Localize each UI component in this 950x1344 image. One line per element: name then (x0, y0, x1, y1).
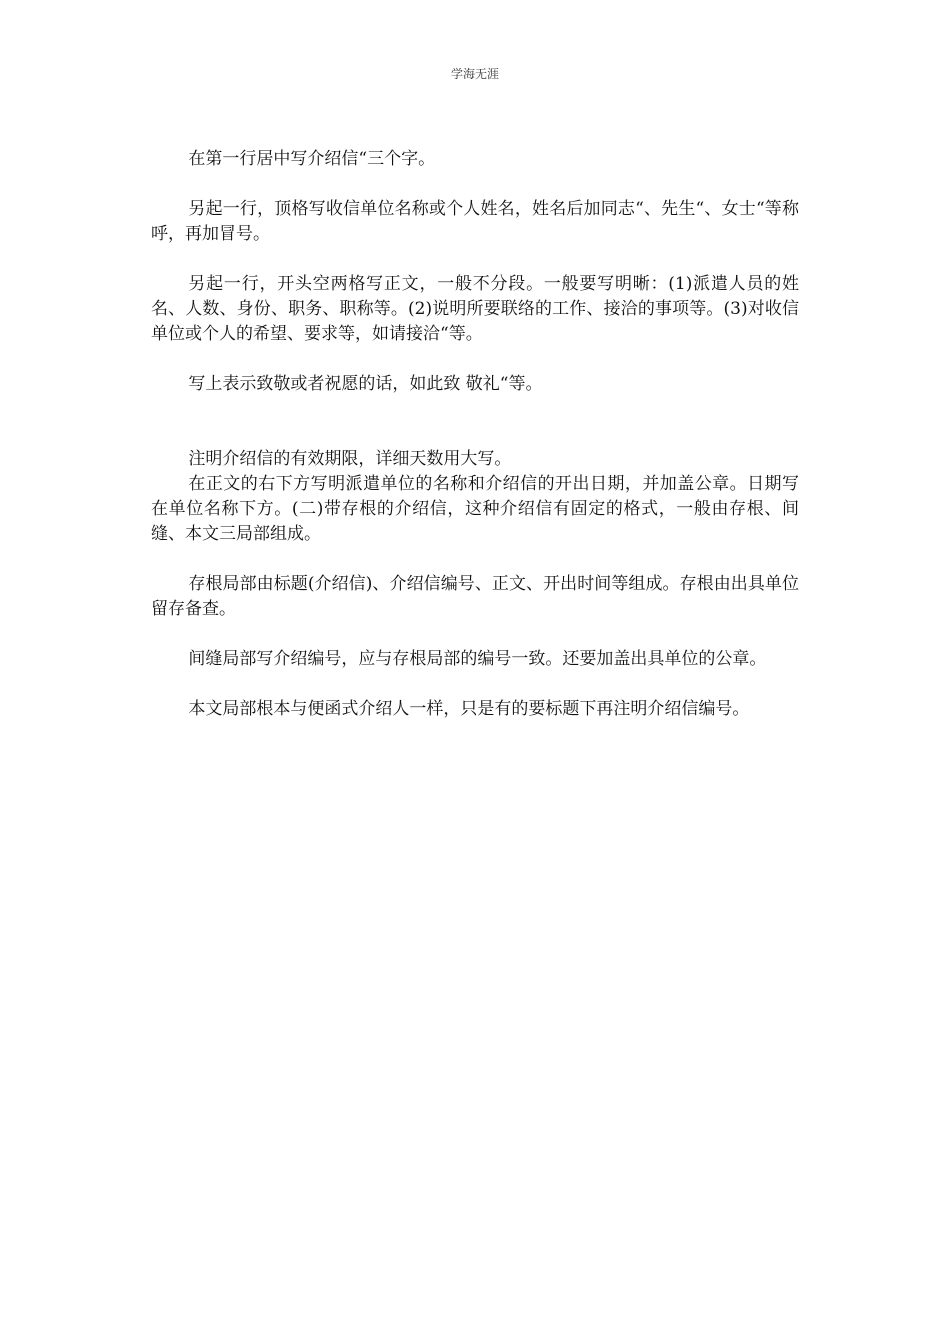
paragraph-seam: 间缝局部写介绍编号，应与存根局部的编号一致。还要加盖出具单位的公章。 (188, 649, 767, 669)
paragraph-closing: 写上表示致敬或者祝愿的话，如此致 敬礼“等。 (188, 374, 543, 394)
paragraph-main-text: 另起一行，开头空两格写正文，一般不分段。一般要写明晰：(1)派遣人员的姓名、人数、身份、职务、职称等。(2)说明所要联络的工作、接洽的事项等。(3)对收信单位或个人的希望、要求等，如请接洽“等。 (151, 274, 799, 344)
paragraph-body-section: 本文局部根本与便函式介绍人一样，只是有的要标题下再注明介绍信编号。 (188, 699, 750, 719)
paragraph-signature-date: 在正文的右下方写明派遣单位的名称和介绍信的开出日期，并加盖公章。日期写在单位名称下方。(二)带存根的介绍信，这种介绍信有固定的格式，一般由存根、间缝、本文三局部组成。 (151, 474, 799, 544)
paragraph-validity: 注明介绍信的有效期限，详细天数用大写。 (188, 449, 512, 469)
paragraph-title-instruction: 在第一行居中写介绍信“三个字。 (188, 149, 436, 169)
paragraph-stub: 存根局部由标题(介绍信)、介绍信编号、正文、开出时间等组成。存根由出具单位留存备查。 (151, 574, 799, 619)
paragraph-salutation: 另起一行，顶格写收信单位名称或个人姓名，姓名后加同志“、先生“、女士“等称呼，再加冒号。 (151, 199, 799, 244)
page-header: 学海无涯 (450, 67, 499, 81)
document-body (151, 147, 799, 722)
